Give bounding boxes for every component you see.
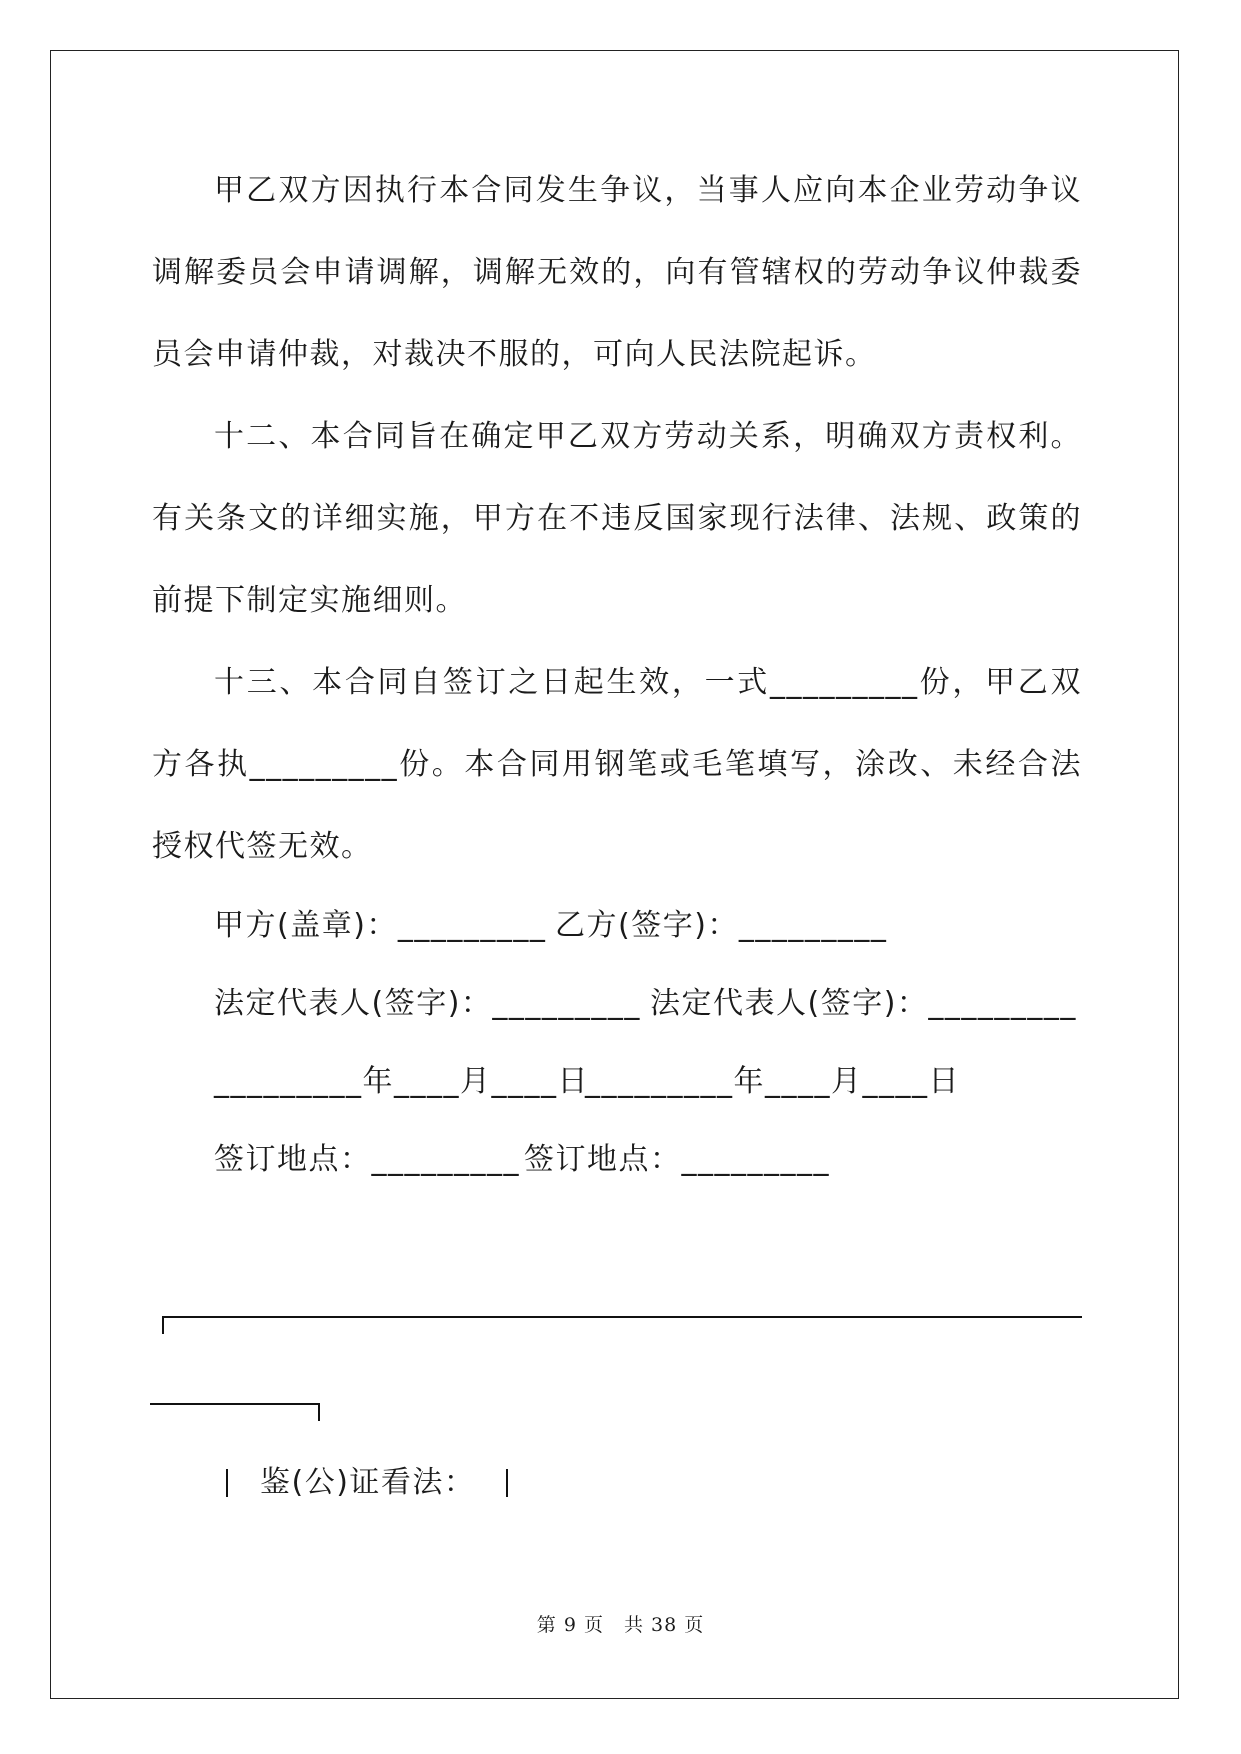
party-a-seal-line: 甲方(盖章)：_________ [214, 908, 547, 943]
date-b-line: _________年____月____日 [585, 1064, 960, 1099]
paragraph-article-12: 十二、本合同旨在确定甲乙双方劳动关系，明确双方责权利。有关条文的详细实施，甲方在不违反国家现行法律、法规、政策的前提下制定实施细则。 [152, 419, 1082, 618]
party-b-sign-line: 乙方(签字)：_________ [555, 908, 888, 943]
notary-opinion-label: 鉴(公)证看法： [260, 1465, 476, 1500]
paragraph-dispute: 甲乙双方因执行本合同发生争议，当事人应向本企业劳动争议调解委员会申请调解，调解无效的，向有管辖权的劳动争议仲裁委员会申请仲裁，对裁决不服的，可向人民法院起诉。 [152, 173, 1082, 372]
notary-box-second-corner [318, 1403, 320, 1421]
notary-box-left-bar [226, 1469, 228, 1497]
date-a-line: _________年____月____日 [214, 1064, 589, 1099]
notary-box-top-left-corner [162, 1316, 164, 1334]
sign-place-b-line: 签订地点：_________ [524, 1142, 830, 1177]
sign-place-a-line: 签订地点：_________ [214, 1142, 520, 1177]
legal-rep-a-line: 法定代表人(签字)：_________ [214, 986, 641, 1021]
notary-box-right-bar [506, 1469, 508, 1497]
legal-rep-b-line: 法定代表人(签字)：_________ [650, 986, 1077, 1021]
paragraph-article-13: 十三、本合同自签订之日起生效，一式_________份，甲乙双方各执_________份。本合同用钢笔或毛笔填写，涂改、未经合法授权代签无效。 [152, 665, 1082, 864]
notary-box-second-border [150, 1403, 320, 1405]
notary-box-top-border [162, 1316, 1082, 1318]
page-number: 第 9 页 共 38 页 [536, 1614, 705, 1636]
